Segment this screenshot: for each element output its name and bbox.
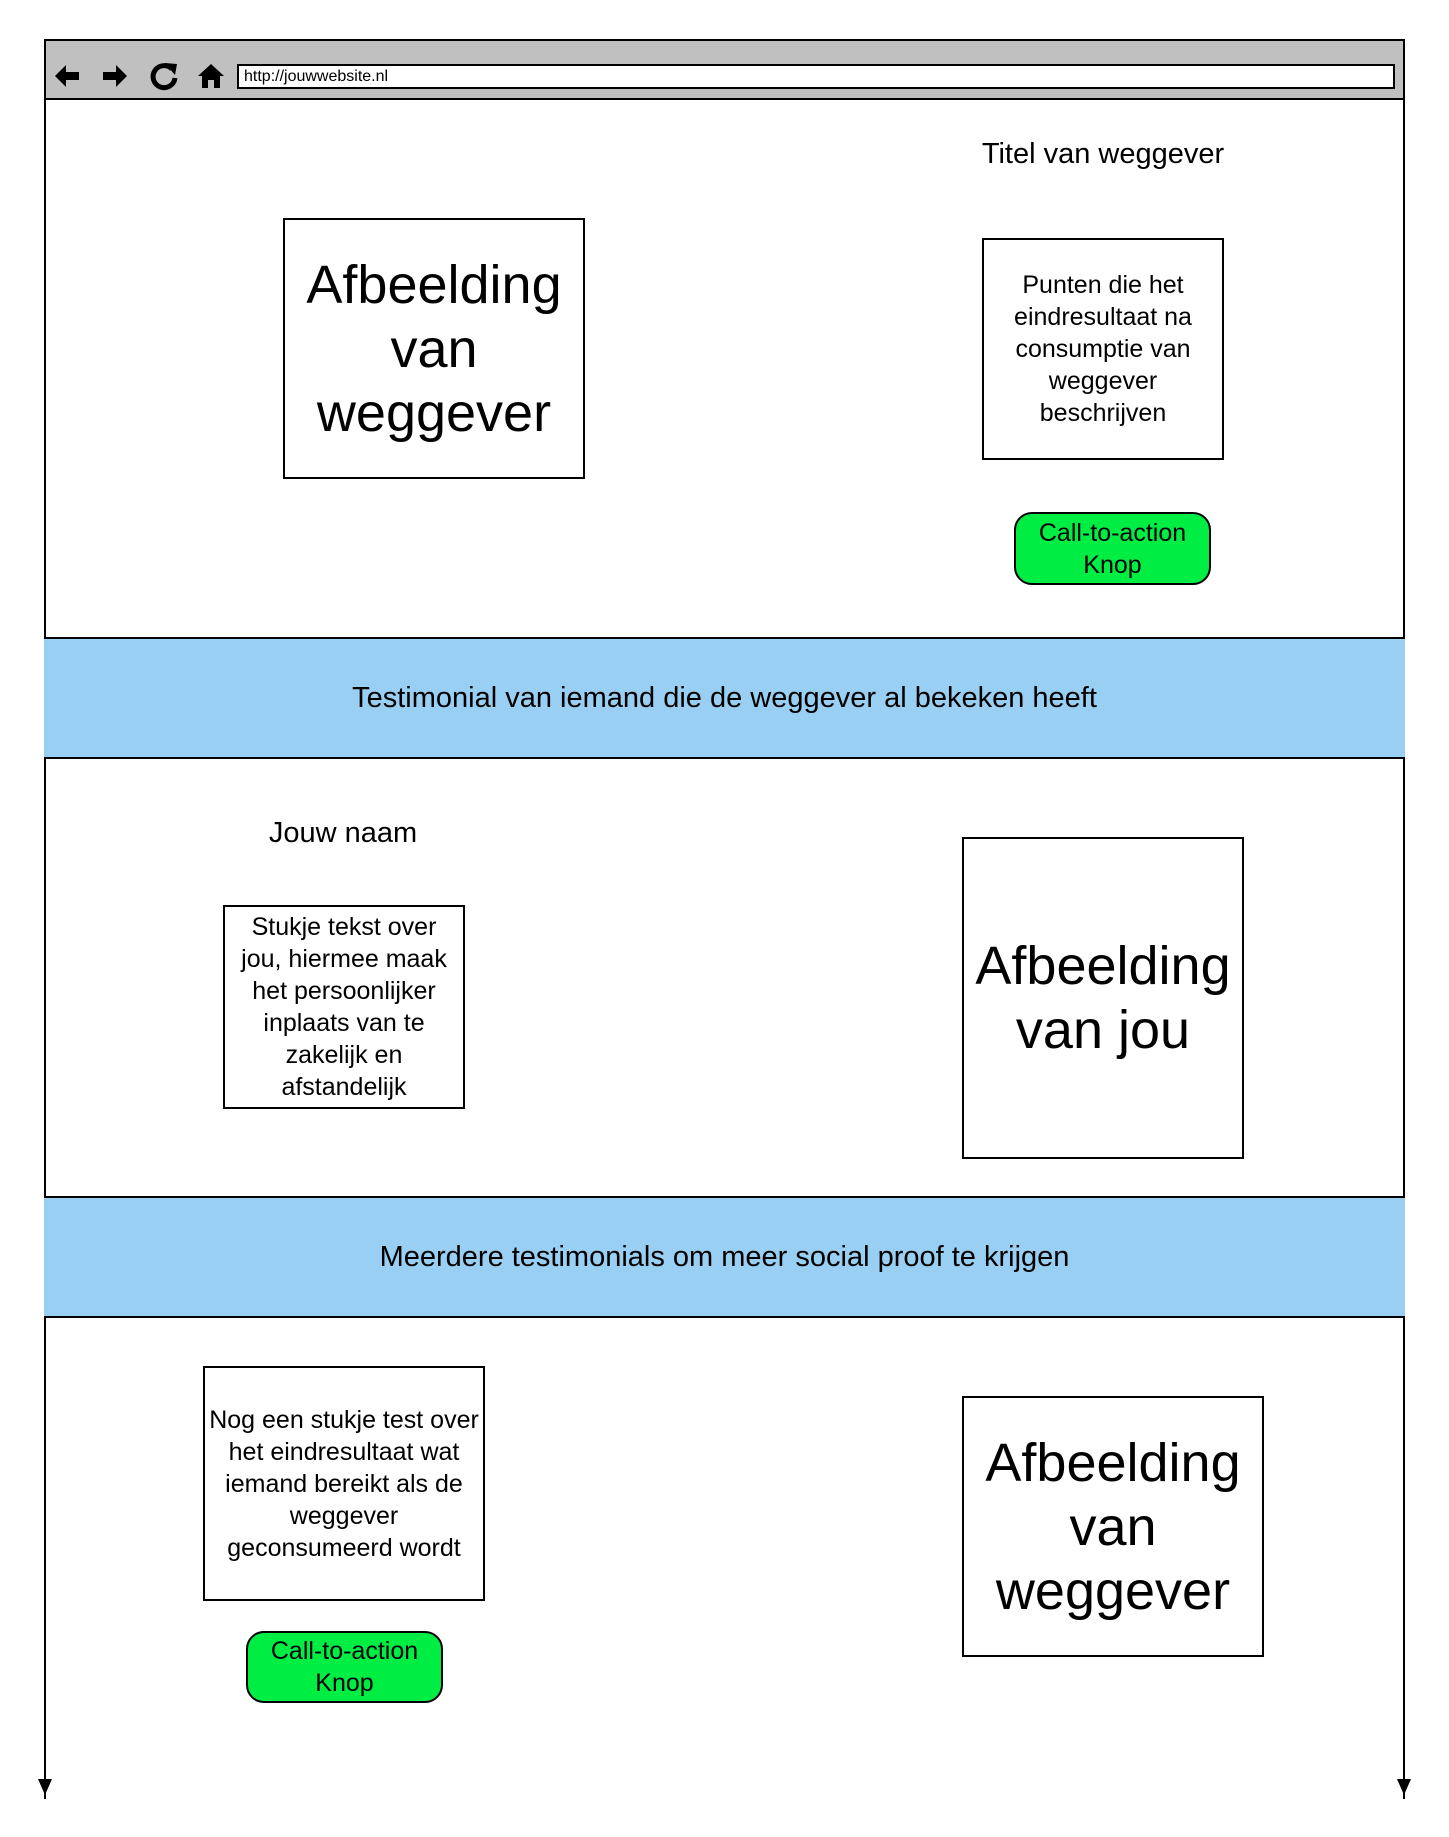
giveaway-image-label: Afbeelding van weggever bbox=[306, 254, 562, 443]
about-text-box bbox=[223, 905, 465, 1109]
testimonial-band-text: Testimonial van iemand die de weggever al bekeken heeft bbox=[352, 681, 1097, 714]
scroll-continue-arrow-left bbox=[38, 1779, 52, 1795]
your-name-heading: Jouw naam bbox=[268, 817, 418, 849]
home-icon[interactable] bbox=[192, 58, 230, 94]
cta-button-top[interactable] bbox=[1014, 512, 1211, 585]
testimonial-band bbox=[44, 637, 1405, 759]
scroll-continue-arrow-right bbox=[1397, 1779, 1411, 1795]
forward-arrow-icon[interactable] bbox=[96, 58, 134, 94]
reload-icon[interactable] bbox=[145, 58, 183, 94]
cta-button-bottom-label: Call-to-action Knop bbox=[270, 1637, 419, 1697]
cta-button-top-label: Call-to-action Knop bbox=[1038, 518, 1187, 579]
result-points-text: Punten die het eindresultaat na consumptie van weggever beschrijven bbox=[1014, 271, 1192, 427]
closing-text: Nog een stukje test over het eindresultaat wat iemand bereikt als de weggever geconsumeerd wordt bbox=[209, 1405, 479, 1562]
giveaway-image-placeholder-bottom bbox=[962, 1396, 1264, 1657]
giveaway-image-bottom-label: Afbeelding van weggever bbox=[985, 1432, 1241, 1621]
url-bar[interactable]: http://jouwwebsite.nl bbox=[237, 64, 1395, 89]
back-arrow-icon[interactable] bbox=[48, 58, 86, 94]
more-testimonials-band bbox=[44, 1196, 1405, 1318]
more-testimonials-band-text: Meerdere testimonials om meer social proof te krijgen bbox=[379, 1240, 1070, 1273]
giveaway-image-placeholder bbox=[283, 218, 585, 479]
your-image-placeholder bbox=[962, 837, 1244, 1159]
giveaway-title: Titel van weggever bbox=[981, 138, 1225, 170]
about-text: Stukje tekst over jou, hiermee maak het persoonlijker inplaats van te zakelijk en afstandelijk bbox=[241, 913, 447, 1101]
closing-text-box bbox=[203, 1366, 485, 1601]
result-points-box bbox=[982, 238, 1224, 460]
cta-button-bottom[interactable] bbox=[246, 1631, 443, 1703]
your-image-label: Afbeelding van jou bbox=[975, 936, 1231, 1060]
